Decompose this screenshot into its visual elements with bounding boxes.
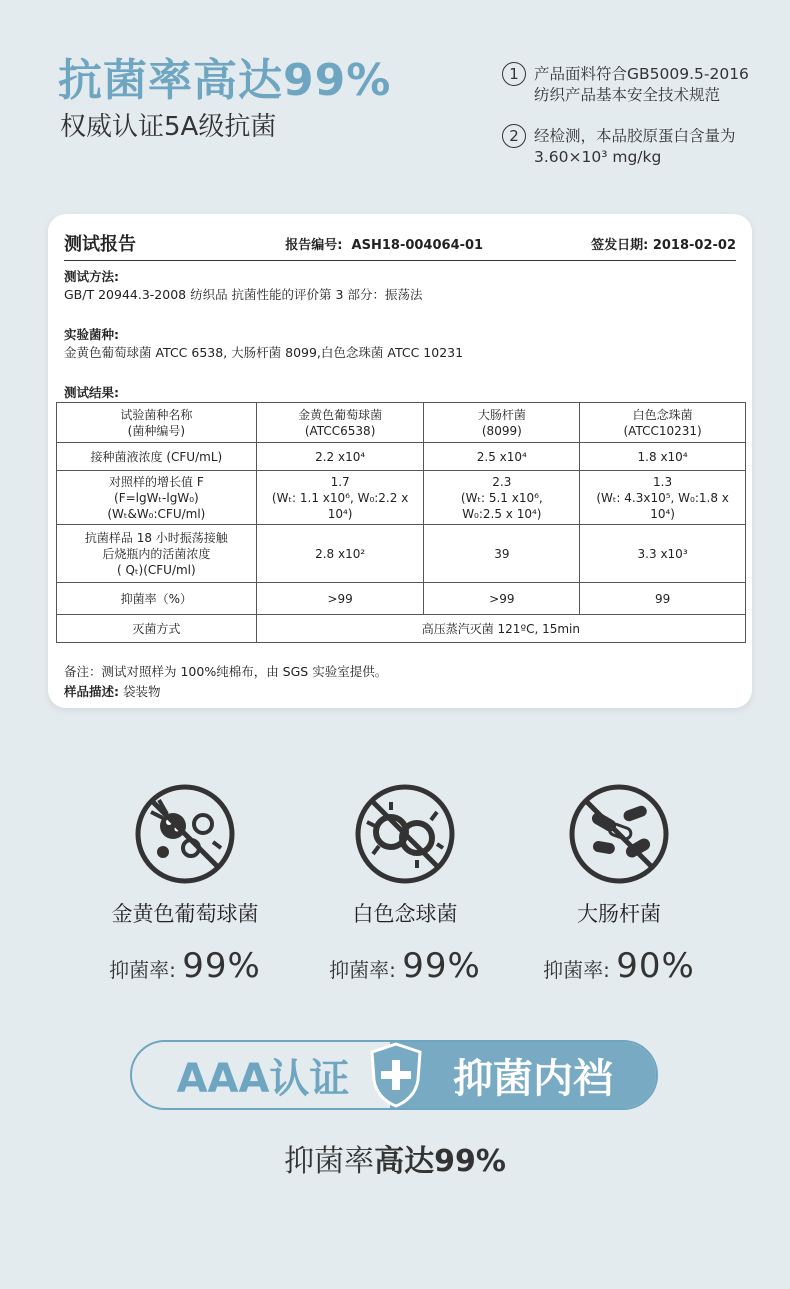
tagline (0, 1136, 790, 1180)
table-row (57, 471, 746, 525)
note-number: 2 (502, 124, 526, 148)
table-row (57, 443, 746, 471)
tagline-normal: 抑菌率 (284, 1144, 375, 1179)
row-label: 抑菌率（%） (57, 583, 257, 615)
sample-description: 样品描述: 袋装物 (64, 684, 161, 699)
report-date (591, 234, 736, 253)
method-text: GB/T 20944.3-2008 纺织品 抗菌性能的评价第 3 部分：振荡法 (64, 287, 423, 302)
test-method (64, 268, 422, 304)
shield-icon (368, 1040, 424, 1110)
note-1 (502, 64, 749, 106)
hero-subtitle: 权威认证5A级抗菌 (60, 112, 277, 142)
banner-right-text: 抑菌内裆 (390, 1042, 656, 1108)
bacteria-name: 白色念球菌 (352, 902, 458, 926)
table-cell: 2.8 x10² (256, 525, 424, 583)
row-label: 抗菌样品 18 小时振荡接触 后烧瓶内的活菌浓度 ( Qₜ)(CFU/ml) (57, 525, 257, 583)
method-label: 测试方法: (64, 269, 119, 284)
table-cell: 2.3 (Wₜ: 5.1 x10⁶, W₀:2.5 x 10⁴) (424, 471, 580, 525)
bacteria-name: 金黄色葡萄球菌 (111, 902, 259, 926)
table-cell: 2.5 x10⁴ (424, 443, 580, 471)
report-title: 测试报告 (64, 234, 136, 255)
strain-text: 金黄色葡萄球菌 ATCC 6538, 大肠杆菌 8099,白色念珠菌 ATCC 10231 (64, 345, 464, 360)
header-cell: 金黄色葡萄球菌 (ATCC6538) (256, 403, 424, 443)
note-line: 产品面料符合GB5009.5-2016 (534, 65, 749, 83)
bacteria-name: 大肠杆菌 (577, 902, 661, 926)
header-cell: 试验菌种名称 (菌种编号) (57, 403, 257, 443)
divider (64, 260, 736, 261)
note-line: 经检测，本品胶原蛋白含量为 (534, 127, 736, 145)
test-report-card (48, 214, 752, 708)
remark-text: 备注：测试对照样为 100%纯棉布，由 SGS 实验室提供。 (64, 664, 388, 679)
table-cell: 39 (424, 525, 580, 583)
report-date-label: 签发日期: (591, 237, 649, 253)
results-table (56, 402, 746, 643)
bacteria-rate: 抑菌率: 99% (109, 946, 261, 986)
header-cell: 大肠杆菌 (8099) (424, 403, 580, 443)
e-coli-icon (567, 782, 671, 886)
row-label: 接种菌液浓度 (CFU/mL) (57, 443, 257, 471)
test-strains (64, 326, 463, 362)
table-cell: 1.7 (Wₜ: 1.1 x10⁶, W₀:2.2 x 10⁴) (256, 471, 424, 525)
report-number-value: ASH18-004064-01 (351, 237, 484, 253)
strain-label: 实验菌种: (64, 327, 119, 342)
bacteria-section (0, 782, 790, 992)
certification-banner (130, 1040, 658, 1110)
table-cell: 99 (580, 583, 746, 615)
tagline-bold: 高达99% (374, 1144, 506, 1179)
bacteria-rate: 抑菌率: 99% (329, 946, 481, 986)
table-cell: 1.3 (Wₜ: 4.3x10⁵, W₀:1.8 x 10⁴) (580, 471, 746, 525)
note-number: 1 (502, 62, 526, 86)
row-label: 灭菌方式 (57, 615, 257, 643)
table-cell: 1.8 x10⁴ (580, 443, 746, 471)
report-footnote (64, 662, 387, 702)
staphylococcus-icon (133, 782, 237, 886)
candida-icon (353, 782, 457, 886)
table-cell: 2.2 x10⁴ (256, 443, 424, 471)
table-cell: 高压蒸汽灭菌 121ºC, 15min (256, 615, 745, 643)
bacteria-rate: 抑菌率: 90% (543, 946, 695, 986)
note-line: 3.60×10³ mg/kg (534, 148, 662, 166)
table-row (57, 583, 746, 615)
bacteria-item (519, 782, 719, 986)
bacteria-item (85, 782, 285, 986)
header-cell: 白色念珠菌 (ATCC10231) (580, 403, 746, 443)
table-row (57, 525, 746, 583)
hero-title: 抗菌率高达99% (58, 55, 392, 106)
bacteria-item (305, 782, 505, 986)
row-label: 对照样的增长值 F (F=lgWₜ-lgW₀) (Wₜ&W₀:CFU/ml) (57, 471, 257, 525)
report-date-value: 2018-02-02 (652, 237, 736, 253)
table-row (57, 615, 746, 643)
table-cell: 3.3 x10³ (580, 525, 746, 583)
banner-left-text: AAA认证 (176, 1055, 350, 1102)
report-header (64, 230, 736, 256)
table-cell: >99 (424, 583, 580, 615)
note-2 (502, 126, 736, 168)
results-heading (64, 384, 119, 402)
note-line: 纺织产品基本安全技术规范 (534, 86, 721, 104)
report-number-label: 报告编号: (285, 237, 343, 253)
report-number (285, 234, 483, 253)
results-label: 测试结果: (64, 385, 119, 400)
table-header-row (57, 403, 746, 443)
table-cell: >99 (256, 583, 424, 615)
